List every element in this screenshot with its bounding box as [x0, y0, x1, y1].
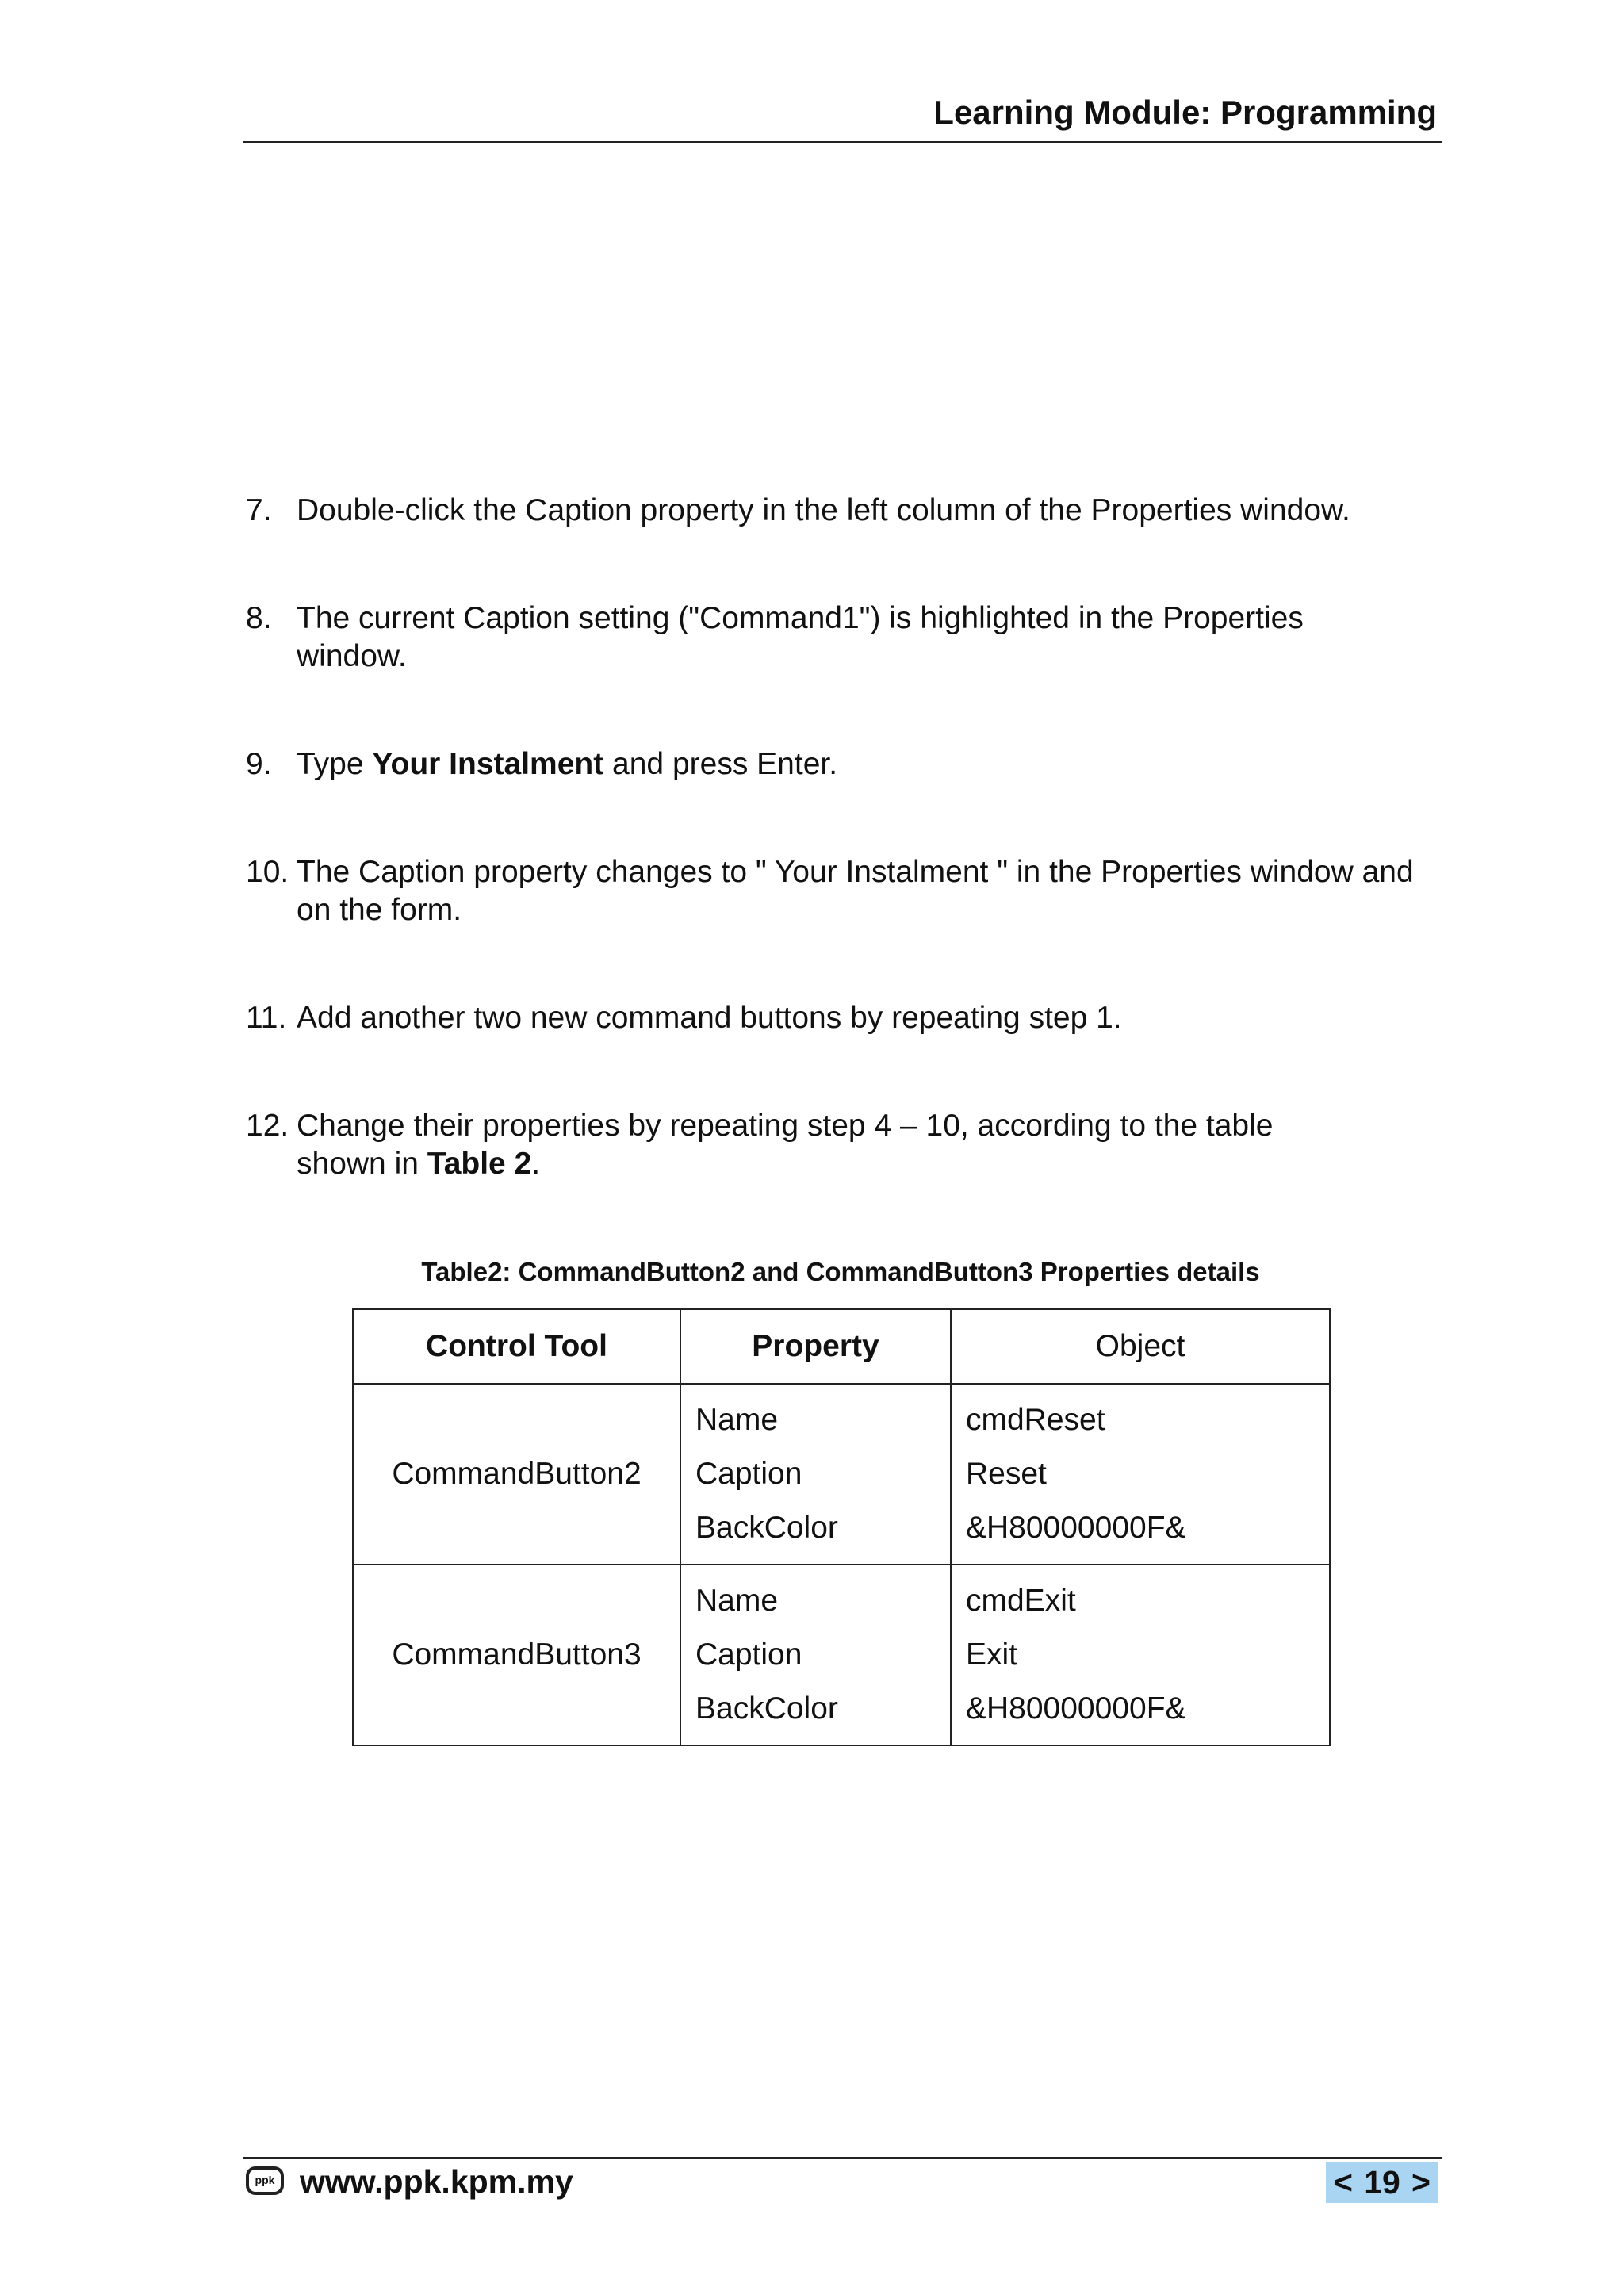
- step-text: The Caption property changes to " Your Instalment " in the Properties window and on the form.: [297, 855, 1414, 927]
- prev-page-arrow[interactable]: <: [1334, 2163, 1353, 2201]
- step-text-part: Type: [297, 747, 373, 781]
- step-number: 11.: [246, 1001, 287, 1035]
- step-text-bold: Your Instalment: [372, 747, 604, 781]
- page-footer: [243, 2157, 1442, 2209]
- property-name: Caption: [695, 1638, 802, 1672]
- property-name: BackColor: [695, 1691, 838, 1726]
- property-name: Caption: [695, 1457, 802, 1491]
- object-cell: [951, 1565, 1330, 1745]
- control-tool-cell: CommandButton3: [353, 1565, 680, 1745]
- header-control-tool: Control Tool: [353, 1309, 680, 1384]
- page-number: 19: [1364, 2163, 1400, 2201]
- object-value: cmdReset: [966, 1403, 1105, 1437]
- table-header-row: [353, 1309, 1330, 1384]
- step-text-part: Change their properties by repeating step 4 – 10, according to the table shown in: [297, 1109, 1274, 1181]
- step-text-part: and press Enter.: [603, 747, 838, 781]
- step-8: [243, 600, 1448, 676]
- step-text: The current Caption setting ("Command1") is highlighted in the Properties window.: [297, 601, 1304, 673]
- step-12: [243, 1107, 1448, 1183]
- object-cell: [951, 1384, 1330, 1565]
- instruction-steps: [243, 492, 1448, 1183]
- step-11: [243, 999, 1448, 1037]
- page-number-box: [1326, 2162, 1438, 2203]
- step-number: 9.: [246, 747, 272, 781]
- step-text: [297, 745, 1448, 783]
- table-caption: Table2: CommandButton2 and CommandButton3 Properties details: [421, 1257, 1260, 1286]
- step-text-bold: Table 2: [427, 1147, 532, 1181]
- step-text: Double-click the Caption property in the left column of the Properties window.: [297, 493, 1350, 527]
- header-object: Object: [951, 1309, 1330, 1384]
- step-text: [297, 1107, 1448, 1183]
- properties-table: [352, 1308, 1331, 1746]
- table-row: [353, 1565, 1330, 1745]
- object-value: Exit: [966, 1638, 1018, 1672]
- object-value: cmdExit: [966, 1584, 1076, 1618]
- ppk-logo-icon: ppk: [246, 2166, 284, 2195]
- object-value: Reset: [966, 1457, 1047, 1491]
- object-value: &H80000000F&: [966, 1511, 1186, 1545]
- step-text-part: .: [531, 1147, 541, 1181]
- step-10: [243, 853, 1448, 929]
- step-number: 10.: [246, 855, 289, 889]
- step-text: Add another two new command buttons by repeating step 1.: [297, 1001, 1122, 1035]
- step-9: [243, 745, 1448, 783]
- header-property: Property: [680, 1309, 951, 1384]
- property-cell: [680, 1565, 951, 1745]
- table-row: [353, 1384, 1330, 1565]
- property-name: Name: [695, 1403, 779, 1437]
- page-header: [243, 94, 1442, 143]
- object-value: &H80000000F&: [966, 1691, 1186, 1726]
- module-title: Learning Module: Programming: [933, 94, 1437, 131]
- step-number: 8.: [246, 601, 272, 635]
- property-name: BackColor: [695, 1511, 838, 1545]
- next-page-arrow[interactable]: >: [1411, 2163, 1431, 2201]
- property-name: Name: [695, 1584, 779, 1618]
- step-7: [243, 492, 1448, 530]
- step-number: 12.: [246, 1109, 289, 1143]
- footer-url-link[interactable]: www.ppk.kpm.my: [300, 2163, 573, 2200]
- control-tool-cell: CommandButton2: [353, 1384, 680, 1565]
- property-cell: [680, 1384, 951, 1565]
- step-number: 7.: [246, 493, 272, 527]
